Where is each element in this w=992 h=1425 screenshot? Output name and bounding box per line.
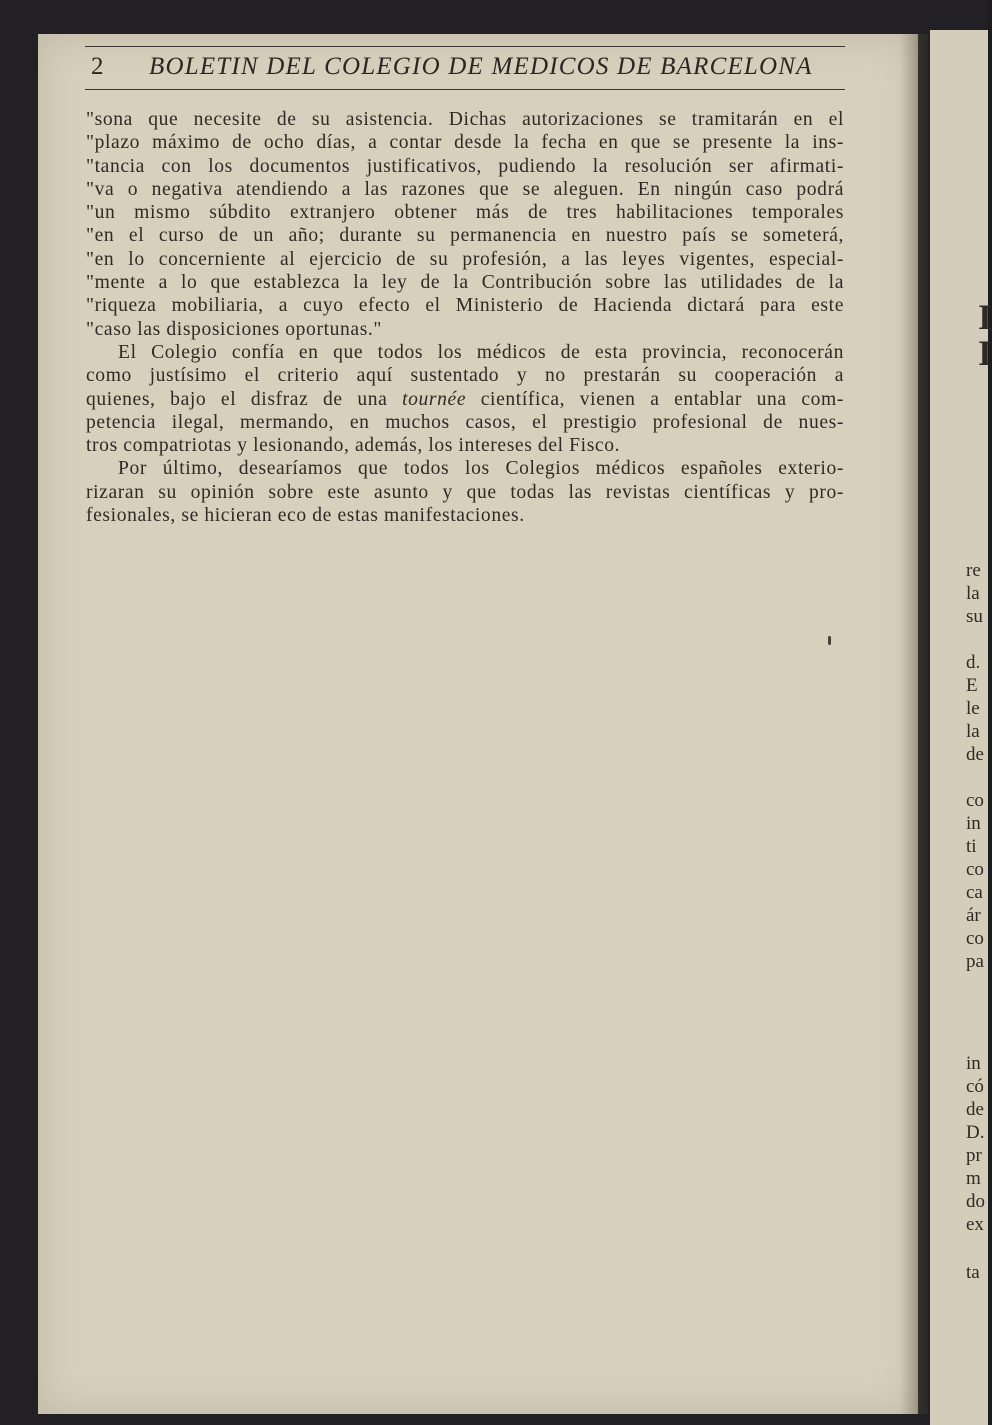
fragment: I — [978, 297, 992, 337]
fragment: ex — [966, 1214, 984, 1235]
fragment: co — [966, 928, 984, 949]
text-line: El Colegio confía en que todos los médicos de esta provincia, reconocerán — [118, 341, 844, 363]
fragment: la — [966, 721, 980, 742]
text-segment: científica, vienen a entablar una com- — [480, 388, 845, 410]
fragment: do — [966, 1191, 985, 1212]
text-line: fesionales, se hicieran eco de estas manifestaciones. — [86, 505, 525, 527]
fragment: in — [966, 813, 981, 834]
fragment: su — [966, 606, 983, 627]
text-line: "plazo máximo de ocho días, a contar desde la fecha en que se presente la ins- — [86, 132, 844, 154]
fragment: de — [966, 1099, 984, 1120]
fragment: le — [966, 698, 980, 719]
text-segment: quienes, bajo el disfraz de una — [86, 388, 388, 410]
text-line: petencia ilegal, mermando, en muchos casos, el prestigio profesional de nues- — [86, 411, 844, 433]
fragment: la — [966, 583, 980, 604]
fragment: có — [966, 1076, 984, 1097]
fragment: de — [966, 744, 984, 765]
fragment: pr — [966, 1145, 982, 1166]
next-page-text-fragments — [966, 0, 992, 1425]
text-line: tros compatriotas y lesionando, además, los intereses del Fisco. — [86, 435, 621, 457]
page-gutter — [900, 34, 928, 1414]
paper-speck — [828, 636, 831, 645]
fragment: co — [966, 859, 984, 880]
fragment: pa — [966, 951, 984, 972]
fragment: re — [966, 560, 981, 581]
text-line: "en el curso de un año; durante su permanencia en nuestro país se someterá, — [86, 225, 844, 247]
page-number: 2 — [91, 53, 104, 80]
journal-title: BOLETIN DEL COLEGIO DE MEDICOS DE BARCELONA — [149, 53, 813, 80]
paragraph-quote-continuation — [86, 108, 844, 341]
fragment: co — [966, 790, 984, 811]
article-body — [86, 108, 844, 527]
fragment: D. — [966, 1122, 985, 1143]
text-line: "un mismo súbdito extranjero obtener más de tres habilitaciones temporales — [86, 202, 844, 224]
text-line: "en lo concerniente al ejercicio de su profesión, a las leyes vigentes, especial- — [86, 248, 844, 270]
text-line: rizaran su opinión sobre este asunto y que todas las revistas científicas y pro- — [86, 481, 844, 503]
fragment: ár — [966, 905, 981, 926]
text-line: "va o negativa atendiendo a las razones que se aleguen. En ningún caso podrá — [86, 178, 844, 200]
text-line: "sona que necesite de su asistencia. Dichas autorizaciones se tramitarán en el — [86, 109, 844, 130]
fragment: ta — [966, 1262, 980, 1283]
text-line: Por último, desearíamos que todos los Colegios médicos españoles exterio- — [118, 458, 844, 480]
text-line: "riqueza mobiliaria, a cuyo efecto el Ministerio de Hacienda dictará para este — [86, 295, 844, 317]
fragment: ti — [966, 836, 977, 857]
paragraph-conclusion — [86, 457, 844, 527]
fragment: in — [966, 1053, 981, 1074]
italic-term: tournée — [402, 388, 467, 410]
text-line: como justísimo el criterio aquí sustentado y no prestarán su cooperación a — [86, 365, 844, 387]
text-line: "caso las disposiciones oportunas." — [86, 318, 383, 340]
fragment: m — [966, 1168, 981, 1189]
fragment: ca — [966, 882, 983, 903]
fragment: I — [978, 333, 992, 373]
text-line-mixed — [86, 388, 844, 411]
fragment: d. — [966, 652, 981, 673]
text-line: "tancia con los documentos justificativos, pudiendo la resolución ser afirmati- — [86, 155, 844, 177]
text-line: "mente a lo que establezca la ley de la Contribución sobre las utilidades de la — [86, 272, 844, 294]
running-header — [85, 46, 845, 90]
paragraph-colegio — [86, 341, 844, 457]
fragment: E — [966, 675, 978, 696]
